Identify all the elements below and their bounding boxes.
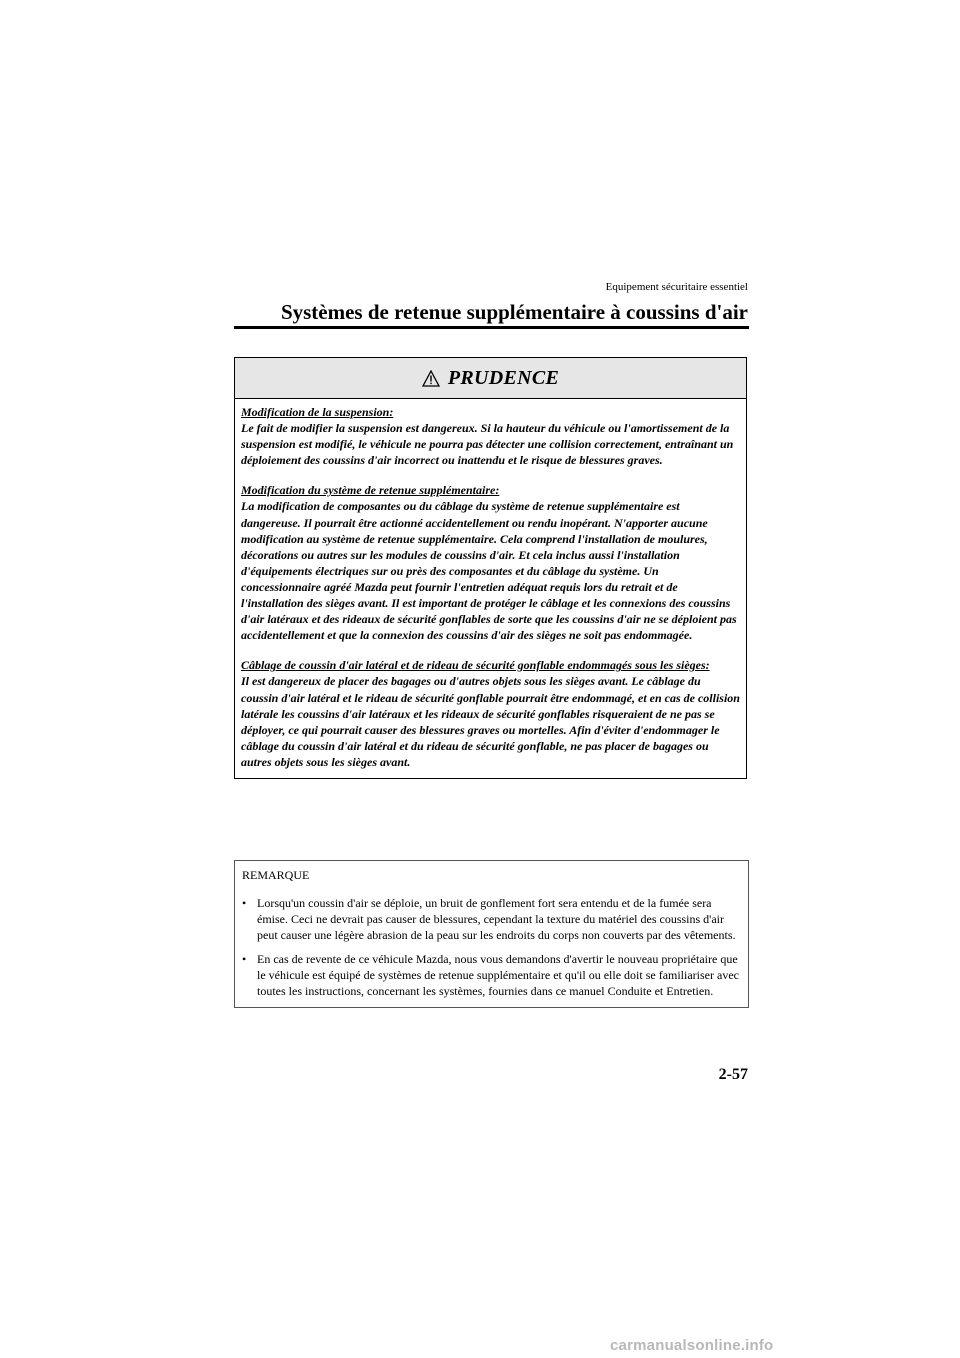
note-title: REMARQUE [242,868,310,882]
caution-title: PRUDENCE [447,366,560,389]
list-item [242,951,740,999]
caution-header [235,358,746,399]
header-divider [234,326,749,329]
caution-text: La modification de composantes ou du câblage du système de retenue supplémentaire est dangereuse. Il pourrait être actionné accidentellement ou rendu inopérant. N'apporter aucune modification au système de retenue supplémentaire. Cela comprend l'installation de moulures, décorations ou autres sur les modules de coussins d'air. Et cela inclus aussi l'installation d'équipements électriques sur ou près des composantes et du câblage du système. Un concessionnaire agréé Mazda peut fournir l'entretien adéquat requis lors du retrait et de l'installation des sièges avant. Il est important de protéger le câblage et les connexions des coussins d'air latéraux et des rideaux de sécurité gonflables de sorte que les coussins d'air ne se déploient pas accidentellement et que la connexion des coussins d'air des sièges ne soit pas endommagée. [241,499,737,643]
list-item-text: Lorsqu'un coussin d'air se déploie, un bruit de gonflement fort sera entendu et de la fumée sera émise. Ceci ne devrait pas causer de blessures, cependant la texture du matériel des coussins d'air peut causer une légère abrasion de la peau sur les endroits du corps non couverts par des vêtements. [257,896,736,942]
bullet-icon: • [242,952,247,966]
caution-paragraph [241,657,740,770]
page-number: 2-57 [718,1066,748,1083]
caution-body [235,399,746,778]
caution-paragraph [241,404,740,468]
list-item [242,895,740,943]
watermark[interactable]: carmanualsonline.info [610,1337,774,1354]
chapter-title: Systèmes de retenue supplémentaire à coussins d'air [280,300,748,324]
caution-text: Il est dangereux de placer des bagages ou d'autres objets sous les sièges avant. Le câblage du coussin d'air latéral et le rideau de sécurité gonflable pourrait être endommagé, et en cas de collision latérale les coussins d'air latéraux et les rideaux de sécurité gonflables risqueraient de ne pas se déployer, ce qui pourrait causer des blessures graves ou mortelles. Afin d'éviter d'endommager le câblage du coussin d'air latéral et du rideau de sécurité gonflable, ne pas placer de bagages ou autres objets sous les sièges avant. [241,674,740,769]
list-item-text: En cas de revente de ce véhicule Mazda, nous vous demandons d'avertir le nouveau propriétaire que le véhicule est équipé de systèmes de retenue supplémentaire et qu'il ou elle doit se familiariser avec toutes les instructions, concernant les systèmes, fournies dans ce manuel Conduite et Entretien. [257,952,739,998]
caution-subheading: Modification du système de retenue supplémentaire: [241,483,500,498]
bullet-icon: • [242,896,247,910]
note-list [242,895,740,999]
section-label: Equipement sécuritaire essentiel [605,281,748,293]
caution-subheading: Câblage de coussin d'air latéral et de rideau de sécurité gonflable endommagés sous les sièges: [241,658,710,673]
page-header [234,280,748,325]
caution-paragraph [241,482,740,643]
caution-box [234,357,747,779]
caution-subheading: Modification de la suspension: [241,405,394,419]
caution-text: Le fait de modifier la suspension est dangereux. Si la hauteur du véhicule ou l'amortissement de la suspension est modifié, le véhicule ne pourra pas détecter une collision correctement, entraînant un déploiement des coussins d'air incorrect ou inattendu et le risque de blessures graves. [241,421,734,468]
warning-triangle-icon [422,370,440,387]
note-box [234,860,749,1008]
